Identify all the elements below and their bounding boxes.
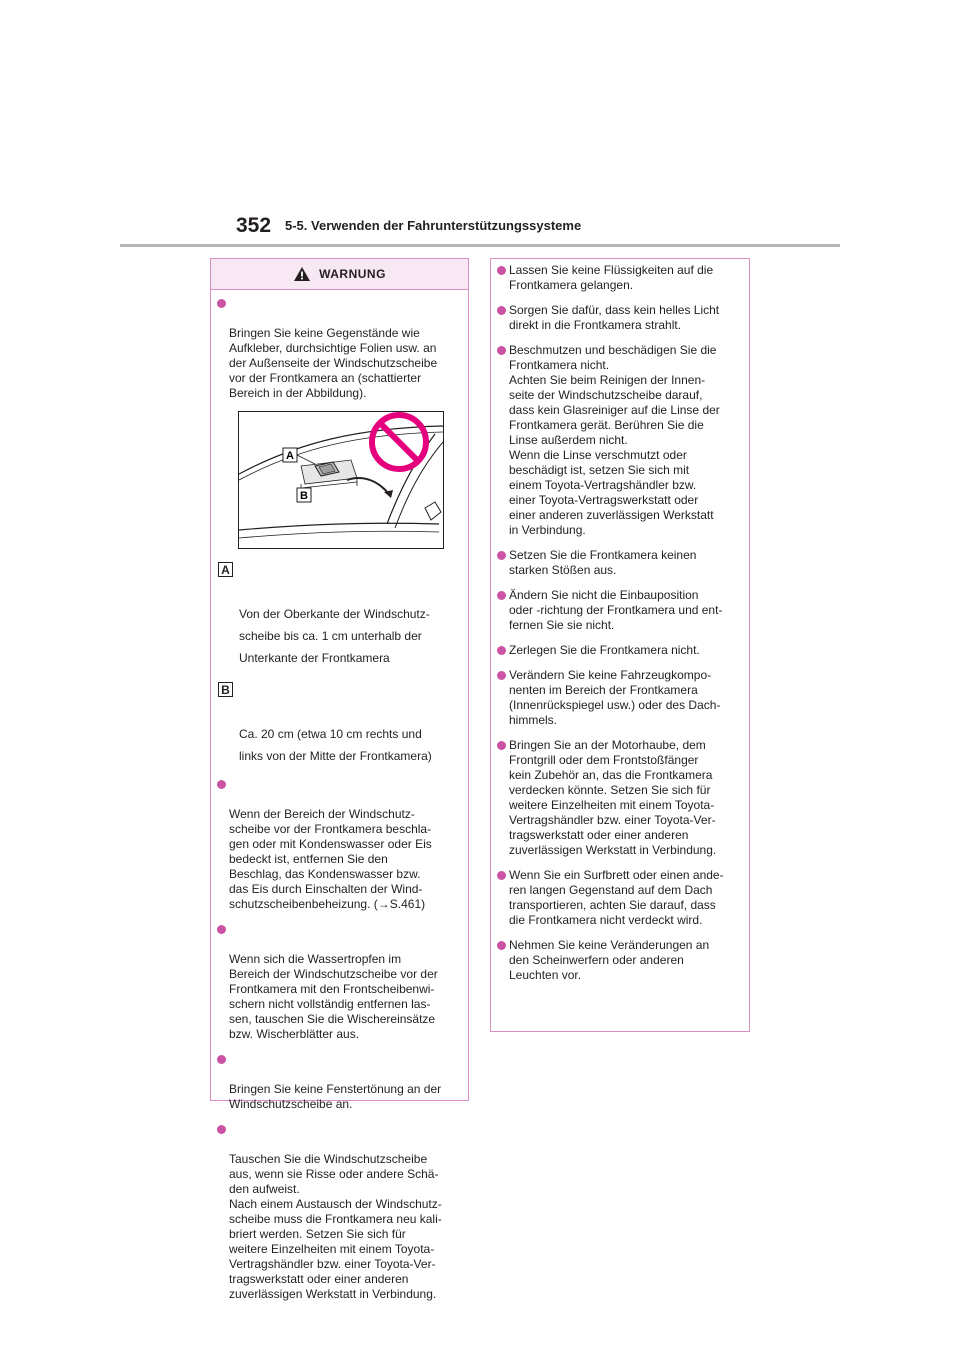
warning-triangle-icon: [293, 266, 311, 282]
bullet-icon: [217, 780, 226, 789]
item-text: Sorgen Sie dafür, dass kein helles Licht direkt in die Frontkamera strahlt.: [509, 303, 720, 332]
figure-label-b: B: [300, 490, 308, 502]
warning-item: [497, 303, 743, 333]
warning-item: [497, 588, 743, 633]
warning-item: [217, 922, 462, 1042]
bullet-icon: [217, 299, 226, 308]
item-text: Ändern Sie nicht die Einbauposition oder -richtung der Frontkamera und ent- fernen Sie sie nicht.: [509, 588, 723, 632]
legend-item-b: [217, 679, 462, 767]
bullet-icon: [497, 741, 506, 750]
warning-item: [497, 263, 743, 293]
page-number: 352: [236, 214, 272, 237]
warning-item: [217, 1122, 462, 1302]
bullet-icon: [217, 925, 226, 934]
bullet-icon: [497, 871, 506, 880]
prohibition-icon: [372, 415, 426, 469]
warning-item: [217, 777, 462, 912]
warning-header: [211, 259, 468, 290]
warning-box-right: [490, 258, 750, 1032]
item-text: Tauschen Sie die Windschutzscheibe aus, wenn sie Risse oder andere Schä- den aufweist. Nach einem Austausch der Windschutz- scheibe muss die Frontkamera neu kali- briert werden. Setzen Sie sich für weitere Einzelheiten mit einem Toyota- Vertragshändler bzw. einer Toyota-Ver- tragswerkstatt oder einer anderen zuverlässigen Werkstatt in Verbindung.: [229, 1152, 442, 1301]
bullet-icon: [497, 941, 506, 950]
item-text: Zerlegen Sie die Frontkamera nicht.: [509, 643, 700, 657]
warning-item: [497, 343, 743, 538]
item-text: Bringen Sie keine Fenstertönung an der Windschutzscheibe an.: [229, 1082, 442, 1111]
warning-item: [497, 643, 743, 658]
item-text: Bringen Sie keine Gegenstände wie Aufkleber, durchsichtige Folien usw. an der Außenseite der Windschutzscheibe vor der Frontkamera an (schattierter Bereich in der Abbildung).: [229, 326, 438, 400]
bullet-icon: [497, 646, 506, 655]
warning-item: [217, 1052, 462, 1112]
bullet-icon: [217, 1055, 226, 1064]
legend-text-b: Ca. 20 cm (etwa 10 cm rechts und links von der Mitte der Frontkamera): [239, 727, 432, 763]
legend-tag-a: A: [218, 562, 233, 577]
item-text: Wenn sich die Wassertropfen im Bereich der Windschutzscheibe vor der Frontkamera mit den Frontscheibenwi- schern nicht vollständig entfernen las- sen, tauschen Sie die Wischereinsätze bzw. Wischerblätter aus.: [229, 952, 438, 1041]
warning-box-left: [210, 258, 469, 1301]
bullet-icon: [497, 591, 506, 600]
bullet-icon: [497, 346, 506, 355]
item-text: Lassen Sie keine Flüssigkeiten auf die Frontkamera gelangen.: [509, 263, 714, 292]
item-text: Wenn Sie ein Surfbrett oder einen ande- ren langen Gegenstand auf dem Dach transportieren, achten Sie darauf, dass die Frontkamera nicht verdeckt wird.: [509, 868, 724, 927]
warning-item: [497, 938, 743, 983]
header-divider: [120, 244, 840, 247]
legend-text-a: Von der Oberkante der Windschutz- scheibe bis ca. 1 cm unterhalb der Unterkante der Frontkamera: [239, 607, 430, 665]
item-text: Bringen Sie an der Motorhaube, dem Frontgrill oder dem Frontstoßfänger kein Zubehör an, das die Frontkamera verdecken könnte. Setzen Sie sich für weitere Einzelheiten mit einem Toyota- Vertragshändler bzw. einer Toyota-Ver- tragswerkstatt oder einer anderen zuverlässigen Werkstatt in Verbindung.: [509, 738, 717, 857]
legend-item-a: [217, 559, 462, 669]
item-text: Beschmutzen und beschädigen Sie die Frontkamera nicht. Achten Sie beim Reinigen der Innen- seite der Windschutzscheibe darauf, dass kein Glasreiniger auf die Linse der Frontkamera gerät. Berühren Sie die Linse außerdem nicht. Wenn die Linse verschmutzt oder beschädigt ist, setzen Sie sich mit einem Toyota-Vertragshändler bzw. einer Toyota-Vertragswerkstatt oder einer anderen zuverlässigen Werkstatt in Verbindung.: [509, 343, 720, 537]
legend-tag-b: B: [218, 682, 233, 697]
item-text: Setzen Sie die Frontkamera keinen starken Stößen aus.: [509, 548, 697, 577]
item-text: Nehmen Sie keine Veränderungen an den Scheinwerfern oder anderen Leuchten vor.: [509, 938, 710, 982]
bullet-icon: [497, 551, 506, 560]
warning-item: [497, 548, 743, 578]
bullet-icon: [217, 1125, 226, 1134]
bullet-icon: [497, 306, 506, 315]
bullet-icon: [497, 671, 506, 680]
section-title: 5-5. Verwenden der Fahrunterstützungssysteme: [285, 218, 582, 233]
bullet-icon: [497, 266, 506, 275]
warning-item: [217, 296, 462, 401]
figure-label-a: A: [286, 450, 294, 462]
item-text: Verändern Sie keine Fahrzeugkompo- nenten im Bereich der Frontkamera (Innenrückspiegel usw.) oder des Dach- himmels.: [509, 668, 721, 727]
warning-item: [497, 868, 743, 928]
warning-item: [497, 668, 743, 728]
warning-title: WARNUNG: [319, 267, 386, 281]
warning-item: [497, 738, 743, 858]
item-text: Wenn der Bereich der Windschutz- scheibe vor der Frontkamera beschla- gen oder mit Kondenswasser oder Eis bedeckt ist, entfernen Sie den Beschlag, das Kondenswasser bzw. das Eis durch Einschalten der Wind- schutzscheibenbeheizung. (→S.461): [229, 807, 432, 911]
windshield-camera-figure: [238, 411, 444, 549]
